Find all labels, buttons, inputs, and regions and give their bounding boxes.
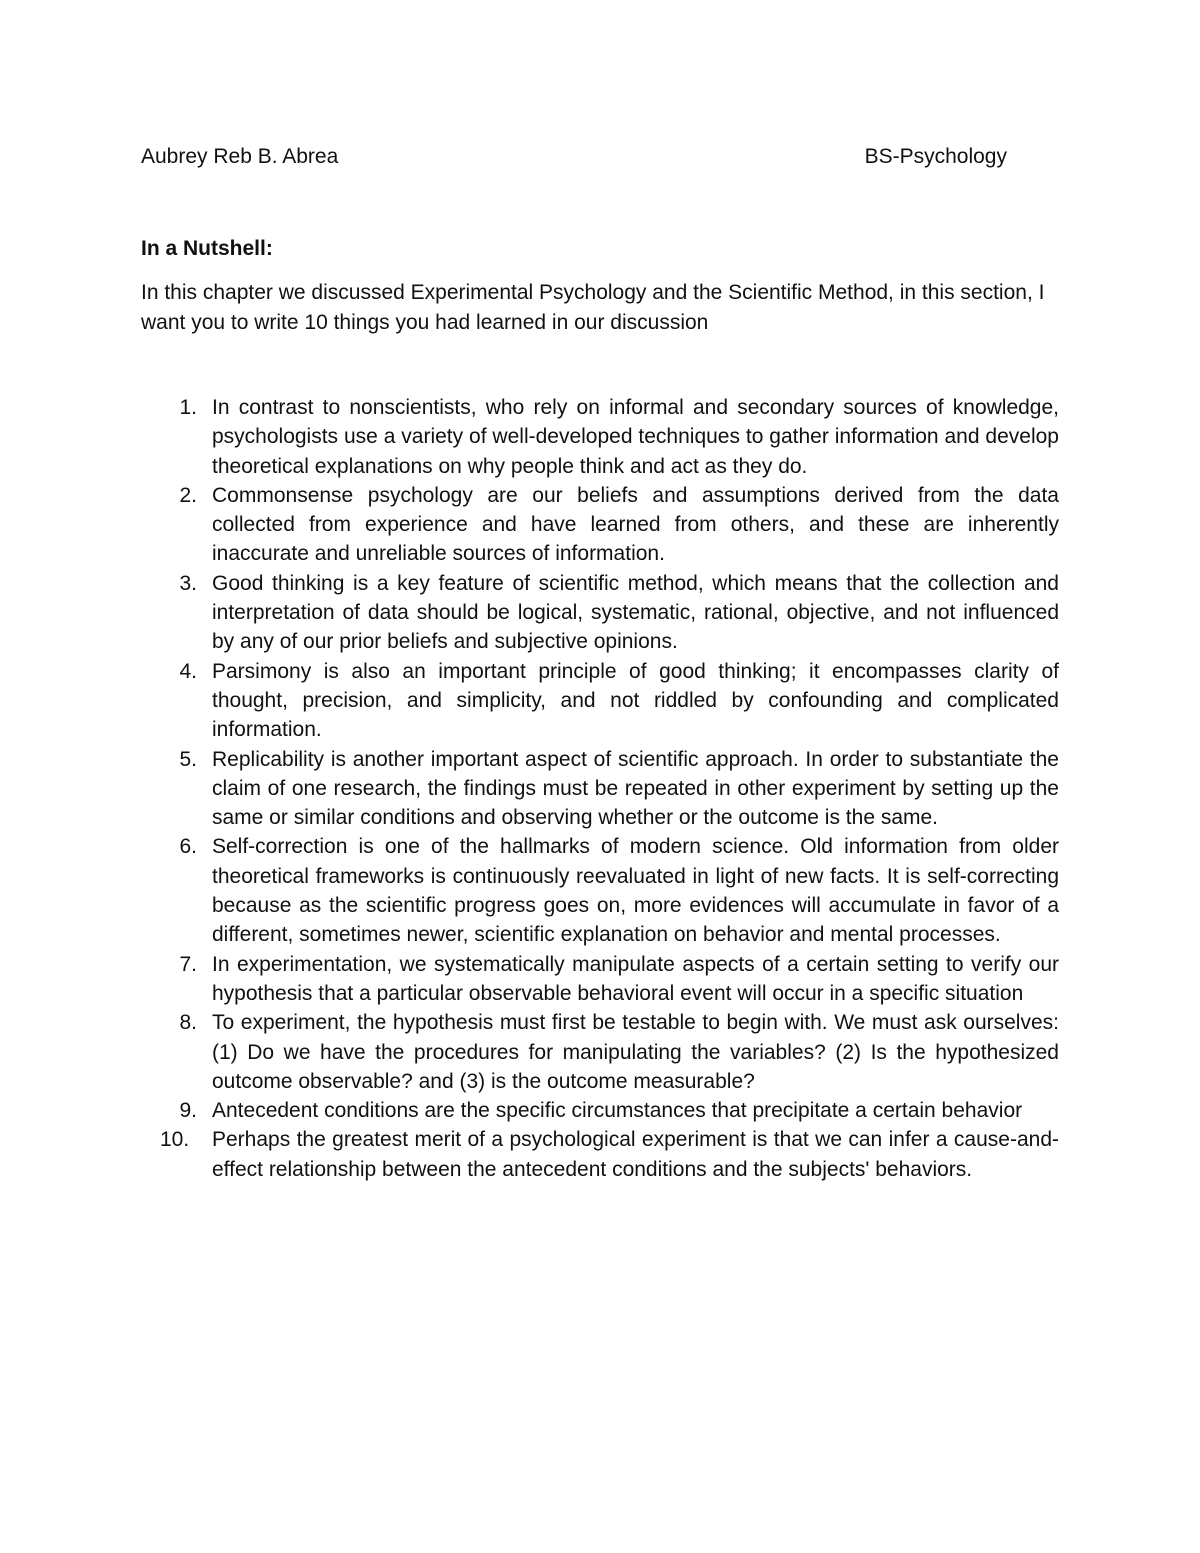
- list-item: [141, 569, 1059, 657]
- list-item-text: Parsimony is also an important principle of good thinking; it encompasses clarity of thought, precision, and simplicity, and not riddled by confounding and complicated information.: [212, 659, 1059, 742]
- list-item-number: 5.: [179, 747, 197, 771]
- list-item-text: In experimentation, we systematically manipulate aspects of a certain setting to verify our hypothesis that a particular observable behavioral event will occur in a specific situation: [212, 952, 1059, 1005]
- list-item: [141, 832, 1059, 949]
- list-item: [141, 481, 1059, 569]
- list-item: [141, 1125, 1059, 1184]
- list-item-number: 1.: [179, 396, 197, 419]
- document-header: [141, 142, 1007, 174]
- list-item: [141, 950, 1059, 1009]
- list-item-number: 2.: [179, 483, 197, 507]
- list-item-number: 7.: [179, 952, 197, 976]
- list-item-text: Antecedent conditions are the specific circumstances that precipitate a certain behavior: [212, 1099, 1023, 1123]
- list-item-text: Perhaps the greatest merit of a psychological experiment is that we can infer a cause-and-effect relationship between the antecedent conditions and the subjects' behaviors.: [212, 1128, 1059, 1181]
- program-name: BS-Psychology: [864, 145, 1007, 168]
- list-item-number: 4.: [179, 659, 197, 683]
- list-item: [141, 1008, 1059, 1096]
- list-item-number: 10.: [160, 1128, 190, 1152]
- list-item: [141, 393, 1059, 481]
- list-item-text: In contrast to nonscientists, who rely on informal and secondary sources of knowledge, psychologists use a variety of well-developed techniques to gather information and develop theoretical explanations on why people think and act as they do.: [212, 396, 1059, 478]
- list-item: [141, 657, 1059, 745]
- section-heading: In a Nutshell:: [141, 237, 273, 260]
- list-item-number: 9.: [179, 1099, 197, 1123]
- list-item: [141, 1096, 1059, 1125]
- list-item-number: 8.: [179, 1011, 197, 1035]
- list-item-text: To experiment, the hypothesis must first be testable to begin with. We must ask ourselves: (1) Do we have the procedures for manipulating the variables? (2) Is the hypothesized outcome observable? and (3) is the outcome measurable?: [212, 1011, 1059, 1093]
- list-item-text: Commonsense psychology are our beliefs and assumptions derived from the data collected from experience and have learned from others, and these are inherently inaccurate and unreliable sources of information.: [212, 483, 1059, 566]
- list-item-text: Replicability is another important aspect of scientific approach. In order to substantiate the claim of one research, the findings must be repeated in other experiment by setting up the same or similar conditions and observing whether or the outcome is the same.: [212, 747, 1059, 830]
- list-item-text: Self-correction is one of the hallmarks of modern science. Old information from older theoretical frameworks is continuously reevaluated in light of new facts. It is self-correcting because as the scientific progress goes on, more evidences will accumulate in favor of a different, sometimes newer, scientific explanation on behavior and mental processes.: [212, 835, 1059, 947]
- list-item-number: 3.: [179, 571, 197, 595]
- learned-list: [141, 393, 1059, 1184]
- intro-paragraph: In this chapter we discussed Experimental Psychology and the Scientific Method, in this section, I want you to write 10 things you had learned in our discussion: [141, 281, 1045, 334]
- author-name: Aubrey Reb B. Abrea: [141, 145, 339, 168]
- list-item-text: Good thinking is a key feature of scientific method, which means that the collection and interpretation of data should be logical, systematic, rational, objective, and not influenced by any of our prior beliefs and subjective opinions.: [212, 571, 1059, 654]
- list-item: [141, 745, 1059, 833]
- list-item-number: 6.: [179, 835, 197, 859]
